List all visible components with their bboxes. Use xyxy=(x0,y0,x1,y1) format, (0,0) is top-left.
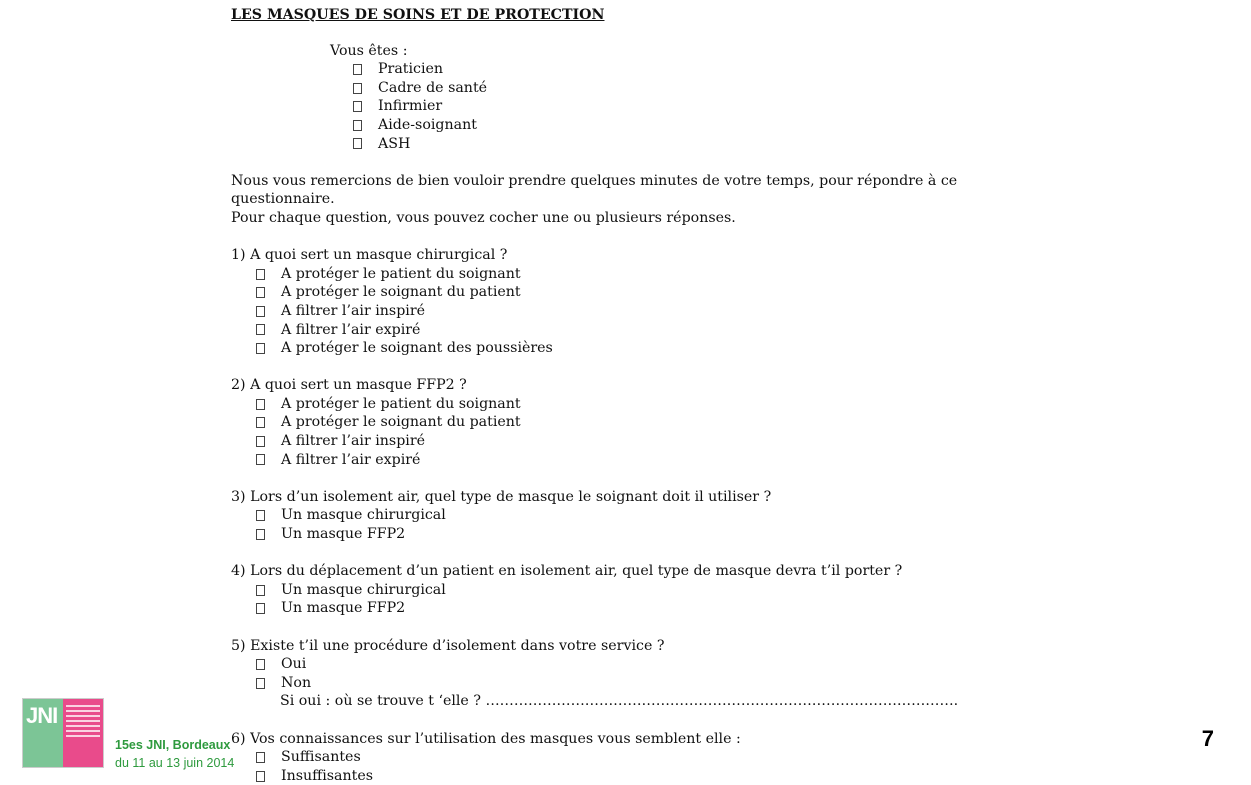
checkbox[interactable] xyxy=(256,417,265,428)
answer-option[interactable]: A filtrer l’air inspiré xyxy=(256,432,991,451)
checkbox[interactable] xyxy=(256,269,265,280)
checkbox[interactable] xyxy=(256,436,265,447)
checkbox[interactable] xyxy=(256,510,265,521)
checkbox[interactable] xyxy=(256,678,265,689)
question-5-options xyxy=(256,655,991,692)
answer-option[interactable]: A protéger le soignant des poussières xyxy=(256,339,991,358)
question-2: 2) A quoi sert un masque FFP2 ? xyxy=(231,377,467,394)
question-6: 6) Vos connaissances sur l’utilisation des masques vous semblent elle : xyxy=(231,730,741,747)
role-option-ash[interactable]: ASH xyxy=(353,135,991,154)
question-3-options xyxy=(256,506,991,543)
question-1-options xyxy=(256,265,991,358)
question-1: 1) A quoi sert un masque chirurgical ? xyxy=(231,247,508,264)
footer-branding xyxy=(22,698,235,770)
role-option-cadre[interactable]: Cadre de santé xyxy=(353,79,991,98)
role-option-praticien[interactable]: Praticien xyxy=(353,60,991,79)
checkbox[interactable] xyxy=(256,287,265,298)
checkbox[interactable] xyxy=(256,771,265,782)
answer-option[interactable]: Suffisantes xyxy=(256,748,991,767)
checkbox[interactable] xyxy=(353,120,362,131)
logo-text: JNI xyxy=(26,703,58,728)
checkbox[interactable] xyxy=(256,585,265,596)
intro-line-3: Pour chaque question, vous pouvez cocher une ou plusieurs réponses. xyxy=(231,209,736,226)
role-label: Vous êtes : xyxy=(330,42,408,59)
question-4-options xyxy=(256,581,991,618)
page-number: 7 xyxy=(1201,726,1214,751)
checkbox[interactable] xyxy=(353,138,362,149)
checkbox[interactable] xyxy=(256,324,265,335)
event-info xyxy=(115,736,234,772)
answer-option[interactable]: Un masque chirurgical xyxy=(256,506,991,525)
answer-option[interactable]: A filtrer l’air inspiré xyxy=(256,302,991,321)
answer-option[interactable]: A filtrer l’air expiré xyxy=(256,321,991,340)
event-name: 15es JNI, Bordeaux xyxy=(115,738,231,752)
answer-option[interactable]: A protéger le patient du soignant xyxy=(256,265,991,284)
checkbox[interactable] xyxy=(256,529,265,540)
answer-option[interactable]: Oui xyxy=(256,655,991,674)
checkbox[interactable] xyxy=(353,64,362,75)
answer-option[interactable]: Insuffisantes xyxy=(256,767,991,785)
answer-option[interactable]: Un masque FFP2 xyxy=(256,525,991,544)
answer-option[interactable]: Un masque chirurgical xyxy=(256,581,991,600)
document-title: LES MASQUES DE SOINS ET DE PROTECTION xyxy=(231,7,605,23)
answer-option[interactable]: A protéger le patient du soignant xyxy=(256,395,991,414)
checkbox[interactable] xyxy=(353,101,362,112)
checkbox[interactable] xyxy=(256,306,265,317)
question-2-options xyxy=(256,395,991,469)
jni-logo xyxy=(22,698,104,768)
answer-option[interactable]: A protéger le soignant du patient xyxy=(256,283,991,302)
checkbox[interactable] xyxy=(256,659,265,670)
question-6-options xyxy=(256,748,991,785)
checkbox[interactable] xyxy=(256,399,265,410)
answer-option[interactable]: Un masque FFP2 xyxy=(256,599,991,618)
answer-option[interactable]: A filtrer l’air expiré xyxy=(256,451,991,470)
role-options xyxy=(353,60,991,153)
event-dates: du 11 au 13 juin 2014 xyxy=(115,756,235,770)
question-4: 4) Lors du déplacement d’un patient en isolement air, quel type de masque devra t’il porter ? xyxy=(231,563,903,580)
answer-option[interactable]: Non xyxy=(256,674,991,693)
role-option-aide-soignant[interactable]: Aide-soignant xyxy=(353,116,991,135)
intro-line-1: Nous vous remercions de bien vouloir prendre quelques minutes de votre temps, pour répondre à ce xyxy=(231,172,958,189)
checkbox[interactable] xyxy=(256,343,265,354)
role-option-infirmier[interactable]: Infirmier xyxy=(353,97,991,116)
intro-line-2: questionnaire. xyxy=(231,191,335,208)
checkbox[interactable] xyxy=(256,752,265,763)
question-5: 5) Existe t’il une procédure d’isolement dans votre service ? xyxy=(231,637,665,654)
checkbox[interactable] xyxy=(256,603,265,614)
question-5-followup: Si oui : où se trouve t ‘elle ? ………………………………………………………………………………………. xyxy=(280,693,959,710)
answer-option[interactable]: A protéger le soignant du patient xyxy=(256,413,991,432)
questionnaire-page xyxy=(231,6,991,785)
checkbox[interactable] xyxy=(256,454,265,465)
question-3: 3) Lors d’un isolement air, quel type de masque le soignant doit il utiliser ? xyxy=(231,488,772,505)
checkbox[interactable] xyxy=(353,83,362,94)
